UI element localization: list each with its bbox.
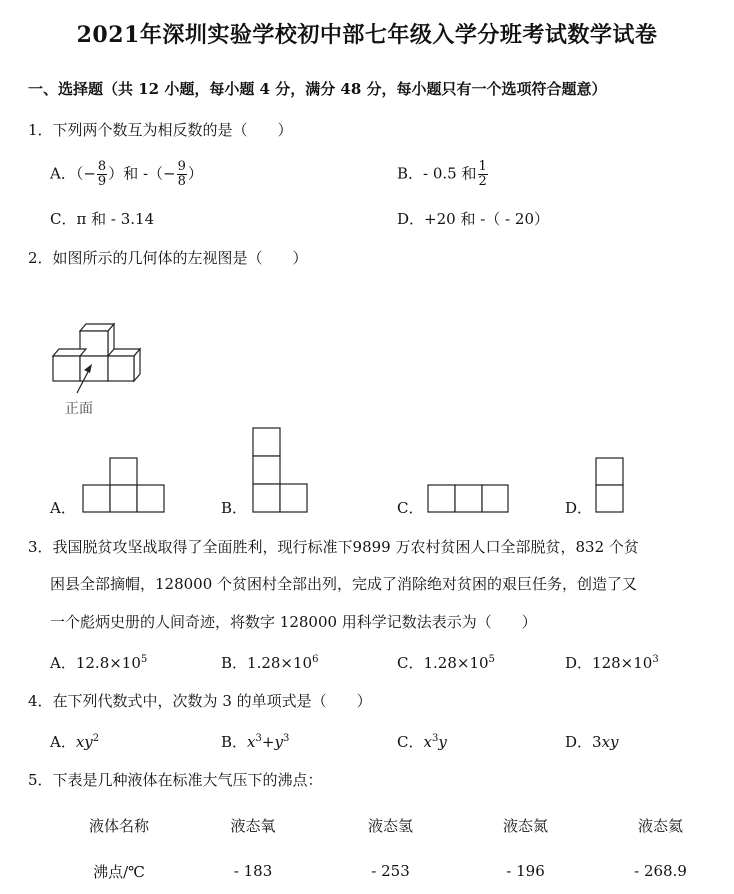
variable: xy bbox=[601, 733, 619, 751]
table-cell: - 268.9 bbox=[634, 862, 687, 880]
front-label: 正面 bbox=[65, 401, 93, 417]
option-label: B． bbox=[221, 733, 248, 751]
option-label: A． bbox=[50, 654, 76, 672]
variable: xy bbox=[75, 733, 93, 751]
table-header-cell: 液态氮 bbox=[502, 816, 548, 835]
option-label: B． bbox=[221, 654, 248, 672]
paren-open: （− bbox=[75, 164, 96, 183]
option-label: A． bbox=[50, 733, 76, 751]
q5-stem: 5．下表是几种液体在标准大气压下的沸点： bbox=[28, 771, 323, 789]
option-text: π 和 - 3.14 bbox=[76, 210, 155, 228]
q3-option-b[interactable] bbox=[221, 652, 318, 673]
boiling-point-table bbox=[55, 802, 728, 894]
q3-option-c[interactable] bbox=[397, 652, 495, 673]
option-label: C． bbox=[397, 654, 424, 672]
exponent: 3 bbox=[431, 733, 439, 744]
exponent: 3 bbox=[255, 733, 262, 744]
q2-option-a-label[interactable]: A． bbox=[50, 499, 76, 517]
coefficient: 3 bbox=[592, 733, 602, 751]
option-exponent: 6 bbox=[312, 654, 319, 665]
table-header-cell: 液态氧 bbox=[230, 816, 276, 835]
table-cell: - 183 bbox=[233, 862, 273, 880]
option-exponent: 3 bbox=[652, 654, 659, 665]
option-base: 128×10 bbox=[592, 654, 653, 672]
variable: y bbox=[274, 733, 283, 751]
variable: x bbox=[423, 733, 432, 751]
table-row bbox=[55, 848, 728, 894]
option-exponent: 5 bbox=[140, 654, 148, 665]
q4-option-c[interactable] bbox=[397, 731, 447, 752]
q3-stem-line1: 3．我国脱贫攻坚战取得了全面胜利，现行标准下9899 万农村贫困人口全部脱贫，832 个贫 bbox=[28, 538, 639, 556]
q2-option-d-label[interactable]: D． bbox=[565, 499, 593, 517]
option-text: +20 和 -（ - 20） bbox=[424, 210, 549, 228]
q4-option-b[interactable] bbox=[221, 731, 289, 752]
table-header-cell: 液态氢 bbox=[367, 816, 413, 835]
option-label: C． bbox=[50, 210, 77, 228]
q4-option-d[interactable] bbox=[565, 731, 619, 752]
option-text: - 0.5 和 bbox=[423, 164, 477, 183]
and-text: ）和 -（− bbox=[108, 164, 176, 183]
q4-option-a[interactable] bbox=[50, 731, 99, 752]
option-base: 1.28×10 bbox=[423, 654, 489, 672]
denominator: 9 bbox=[97, 174, 107, 189]
denominator: 2 bbox=[478, 174, 487, 189]
option-label: B． bbox=[397, 164, 424, 183]
option-label: C． bbox=[397, 733, 424, 751]
q3-stem-line2: 困县全部摘帽，128000 个贫困村全部出列，完成了消除绝对贫困的艰巨任务，创造了又 bbox=[50, 575, 638, 593]
option-label: A． bbox=[50, 164, 76, 183]
page-title: 2021年深圳实验学校初中部七年级入学分班考试数学试卷 bbox=[76, 22, 658, 48]
denominator: 8 bbox=[177, 174, 186, 189]
option-exponent: 5 bbox=[488, 654, 495, 665]
q4-stem: 4．在下列代数式中，次数为 3 的单项式是（ ） bbox=[28, 692, 372, 710]
numerator: 8 bbox=[97, 159, 107, 174]
paren-close: ） bbox=[187, 164, 203, 183]
option-base: 1.28×10 bbox=[247, 654, 313, 672]
q1-stem: 1．下列两个数互为相反数的是（ ） bbox=[28, 121, 293, 139]
exponent: 2 bbox=[92, 733, 100, 744]
table-header-cell: 液态氦 bbox=[637, 816, 683, 835]
q3-option-d[interactable] bbox=[565, 652, 659, 673]
exponent: 3 bbox=[282, 733, 290, 744]
plus-sign: + bbox=[261, 733, 275, 751]
option-base: 12.8×10 bbox=[75, 654, 141, 672]
numerator: 1 bbox=[478, 159, 487, 174]
q2-option-c-label[interactable]: C． bbox=[397, 499, 424, 517]
numerator: 9 bbox=[177, 159, 186, 174]
table-cell: - 253 bbox=[371, 862, 410, 880]
table-header-cell: 液体名称 bbox=[88, 816, 149, 835]
option-label: D． bbox=[565, 654, 593, 672]
q3-option-a[interactable] bbox=[50, 652, 147, 673]
variable: y bbox=[438, 733, 447, 751]
q3-stem-line3: 一个彪炳史册的人间奇迹，将数字 128000 用科学记数法表示为（ ） bbox=[50, 613, 537, 631]
table-row-label: 沸点/℃ bbox=[93, 862, 145, 881]
section-heading: 一、选择题（共 12 小题，每小题 4 分，满分 48 分，每小题只有一个选项符合题意） bbox=[28, 80, 607, 98]
option-label: D． bbox=[565, 733, 593, 751]
variable: x bbox=[247, 733, 256, 751]
table-cell: - 196 bbox=[506, 862, 545, 880]
q2-stem: 2．如图所示的几何体的左视图是（ ） bbox=[28, 249, 308, 267]
q2-option-b-label[interactable]: B． bbox=[221, 499, 248, 517]
table-header-row bbox=[55, 802, 728, 848]
option-label: D． bbox=[397, 210, 425, 228]
